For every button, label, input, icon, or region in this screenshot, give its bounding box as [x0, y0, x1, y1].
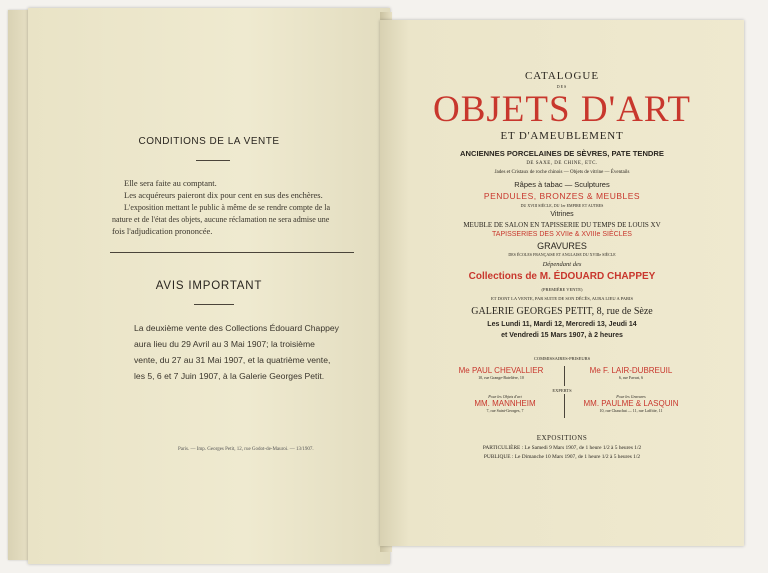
- imprint: Paris. — Imp. Georges Petit, 12, rue Godot-de-Mauroi. — 13/1907.: [178, 447, 314, 452]
- exposition-particuliere: PARTICULIÈRE : Le Samedi 9 Mars 1907, de 1 heure 1/2 à 5 heures 1/2: [482, 445, 642, 451]
- lair-address: 6, rue Favart, 6: [618, 375, 644, 380]
- premiere-line: (PREMIÈRE VENTE): [541, 287, 583, 292]
- avis-line: vente, du 27 au 31 Mai 1907, et la quatrième vente,: [134, 355, 331, 365]
- section-divider: [110, 252, 354, 253]
- conditions-title: CONDITIONS DE LA VENTE: [138, 136, 280, 147]
- gravures-line: GRAVURES: [537, 241, 587, 251]
- mannheim-address: 7, rue Saint-Georges, 7: [486, 408, 524, 413]
- des-label: DES: [556, 84, 568, 89]
- mannheim-name: MM. MANNHEIM: [474, 399, 536, 408]
- meuble-line: MEUBLE DE SALON EN TAPISSERIE DU TEMPS DE LOUIS XV: [463, 221, 661, 229]
- jades-line: Jades et Cristaux de roche chinois — Objets de vitrine — Éventails: [494, 170, 630, 175]
- vente-line: ET DONT LA VENTE, PAR SUITE DE SON DÉCÈS, AURA LIEU A PARIS: [491, 296, 633, 301]
- catalogue-label: CATALOGUE: [524, 70, 600, 82]
- tapisseries-line: TAPISSERIES DES XVIIe & XVIIIe SIÈCLES: [492, 231, 632, 238]
- paulme-name: MM. PAULME & LASQUIN: [583, 399, 679, 408]
- chevallier-block: [440, 366, 562, 380]
- divider: [196, 160, 230, 161]
- avis-title: AVIS IMPORTANT: [155, 280, 263, 292]
- conditions-line: fois l'adjudication prononcée.: [112, 226, 213, 236]
- main-title: OBJETS D'ART: [433, 89, 691, 130]
- paulme-address: 10, rue Chauchat — 11, rue Laffitte, 11: [599, 408, 663, 413]
- epoque-line: DU XVIII SIÈCLE, DU 1er EMPIRE ET AUTRES: [520, 203, 604, 208]
- paulme-role: Pour les Gravures: [616, 394, 646, 399]
- mannheim-role: Pour les Objets d'art: [488, 394, 522, 399]
- saxe-line: DE SAXE, DE CHINE, ETC.: [526, 161, 598, 166]
- conditions-line: Les acquéreurs paieront dix pour cent en sus des enchères.: [124, 190, 323, 200]
- column-divider: [564, 394, 565, 418]
- avis-line: La deuxième vente des Collections Édouard Chappey: [134, 323, 339, 333]
- right-page: [380, 20, 744, 546]
- experts-label: EXPERTS: [552, 388, 572, 393]
- ecoles-line: DES ÉCOLES FRANÇAISE ET ANGLAISE DU XVIIIe SIÈCLE: [508, 252, 616, 257]
- pendules-line: PENDULES, BRONZES & MEUBLES: [483, 191, 641, 201]
- mannheim-block: [450, 394, 560, 413]
- dates-line-1: Les Lundi 11, Mardi 12, Mercredi 13, Jeudi 14: [487, 321, 637, 328]
- lair-name: Me F. LAIR-DUBREUIL: [589, 366, 673, 375]
- conditions-line: L'exposition mettant le public à même de se rendre compte de la: [124, 203, 331, 212]
- lair-block: [566, 366, 696, 380]
- chevallier-address: 10, rue Grange-Batelière, 10: [478, 375, 524, 380]
- porcelaines-line: ANCIENNES PORCELAINES DE SÈVRES, PATE TENDRE: [460, 149, 664, 158]
- vitrines-line: Vitrines: [550, 211, 574, 218]
- conditions-line: nature et de l'état des objets, aucune réclamation ne sera admise une: [112, 215, 330, 224]
- avis-line: aura lieu du 29 Avril au 3 Mai 1907; la troisième: [134, 339, 315, 349]
- commissaires-label: COMMISSAIRES-PRISEURS: [533, 356, 591, 361]
- divider: [194, 304, 234, 305]
- column-divider: [564, 366, 565, 386]
- dependant-line: Dépendant des: [542, 261, 582, 268]
- avis-line: les 5, 6 et 7 Juin 1907, à la Galerie Georges Petit.: [134, 371, 325, 381]
- chevallier-name: Me PAUL CHEVALLIER: [458, 366, 544, 375]
- exposition-publique: PUBLIQUE : Le Dimanche 10 Mars 1907, de 1 heure 1/2 à 5 heures 1/2: [483, 454, 641, 460]
- page-edge-left: [8, 10, 28, 560]
- rapes-line: Râpes à tabac — Sculptures: [514, 180, 610, 189]
- expositions-title: EXPOSITIONS: [536, 434, 588, 442]
- conditions-line: Elle sera faite au comptant.: [124, 178, 217, 188]
- collections-line: Collections de M. ÉDOUARD CHAPPEY: [468, 271, 656, 282]
- subtitle: ET D'AMEUBLEMENT: [500, 130, 624, 142]
- galerie-line: GALERIE GEORGES PETIT, 8, rue de Sèze: [471, 306, 653, 317]
- paulme-block: [566, 394, 696, 413]
- dates-line-2: et Vendredi 15 Mars 1907, à 2 heures: [501, 332, 623, 339]
- left-page: [28, 8, 390, 564]
